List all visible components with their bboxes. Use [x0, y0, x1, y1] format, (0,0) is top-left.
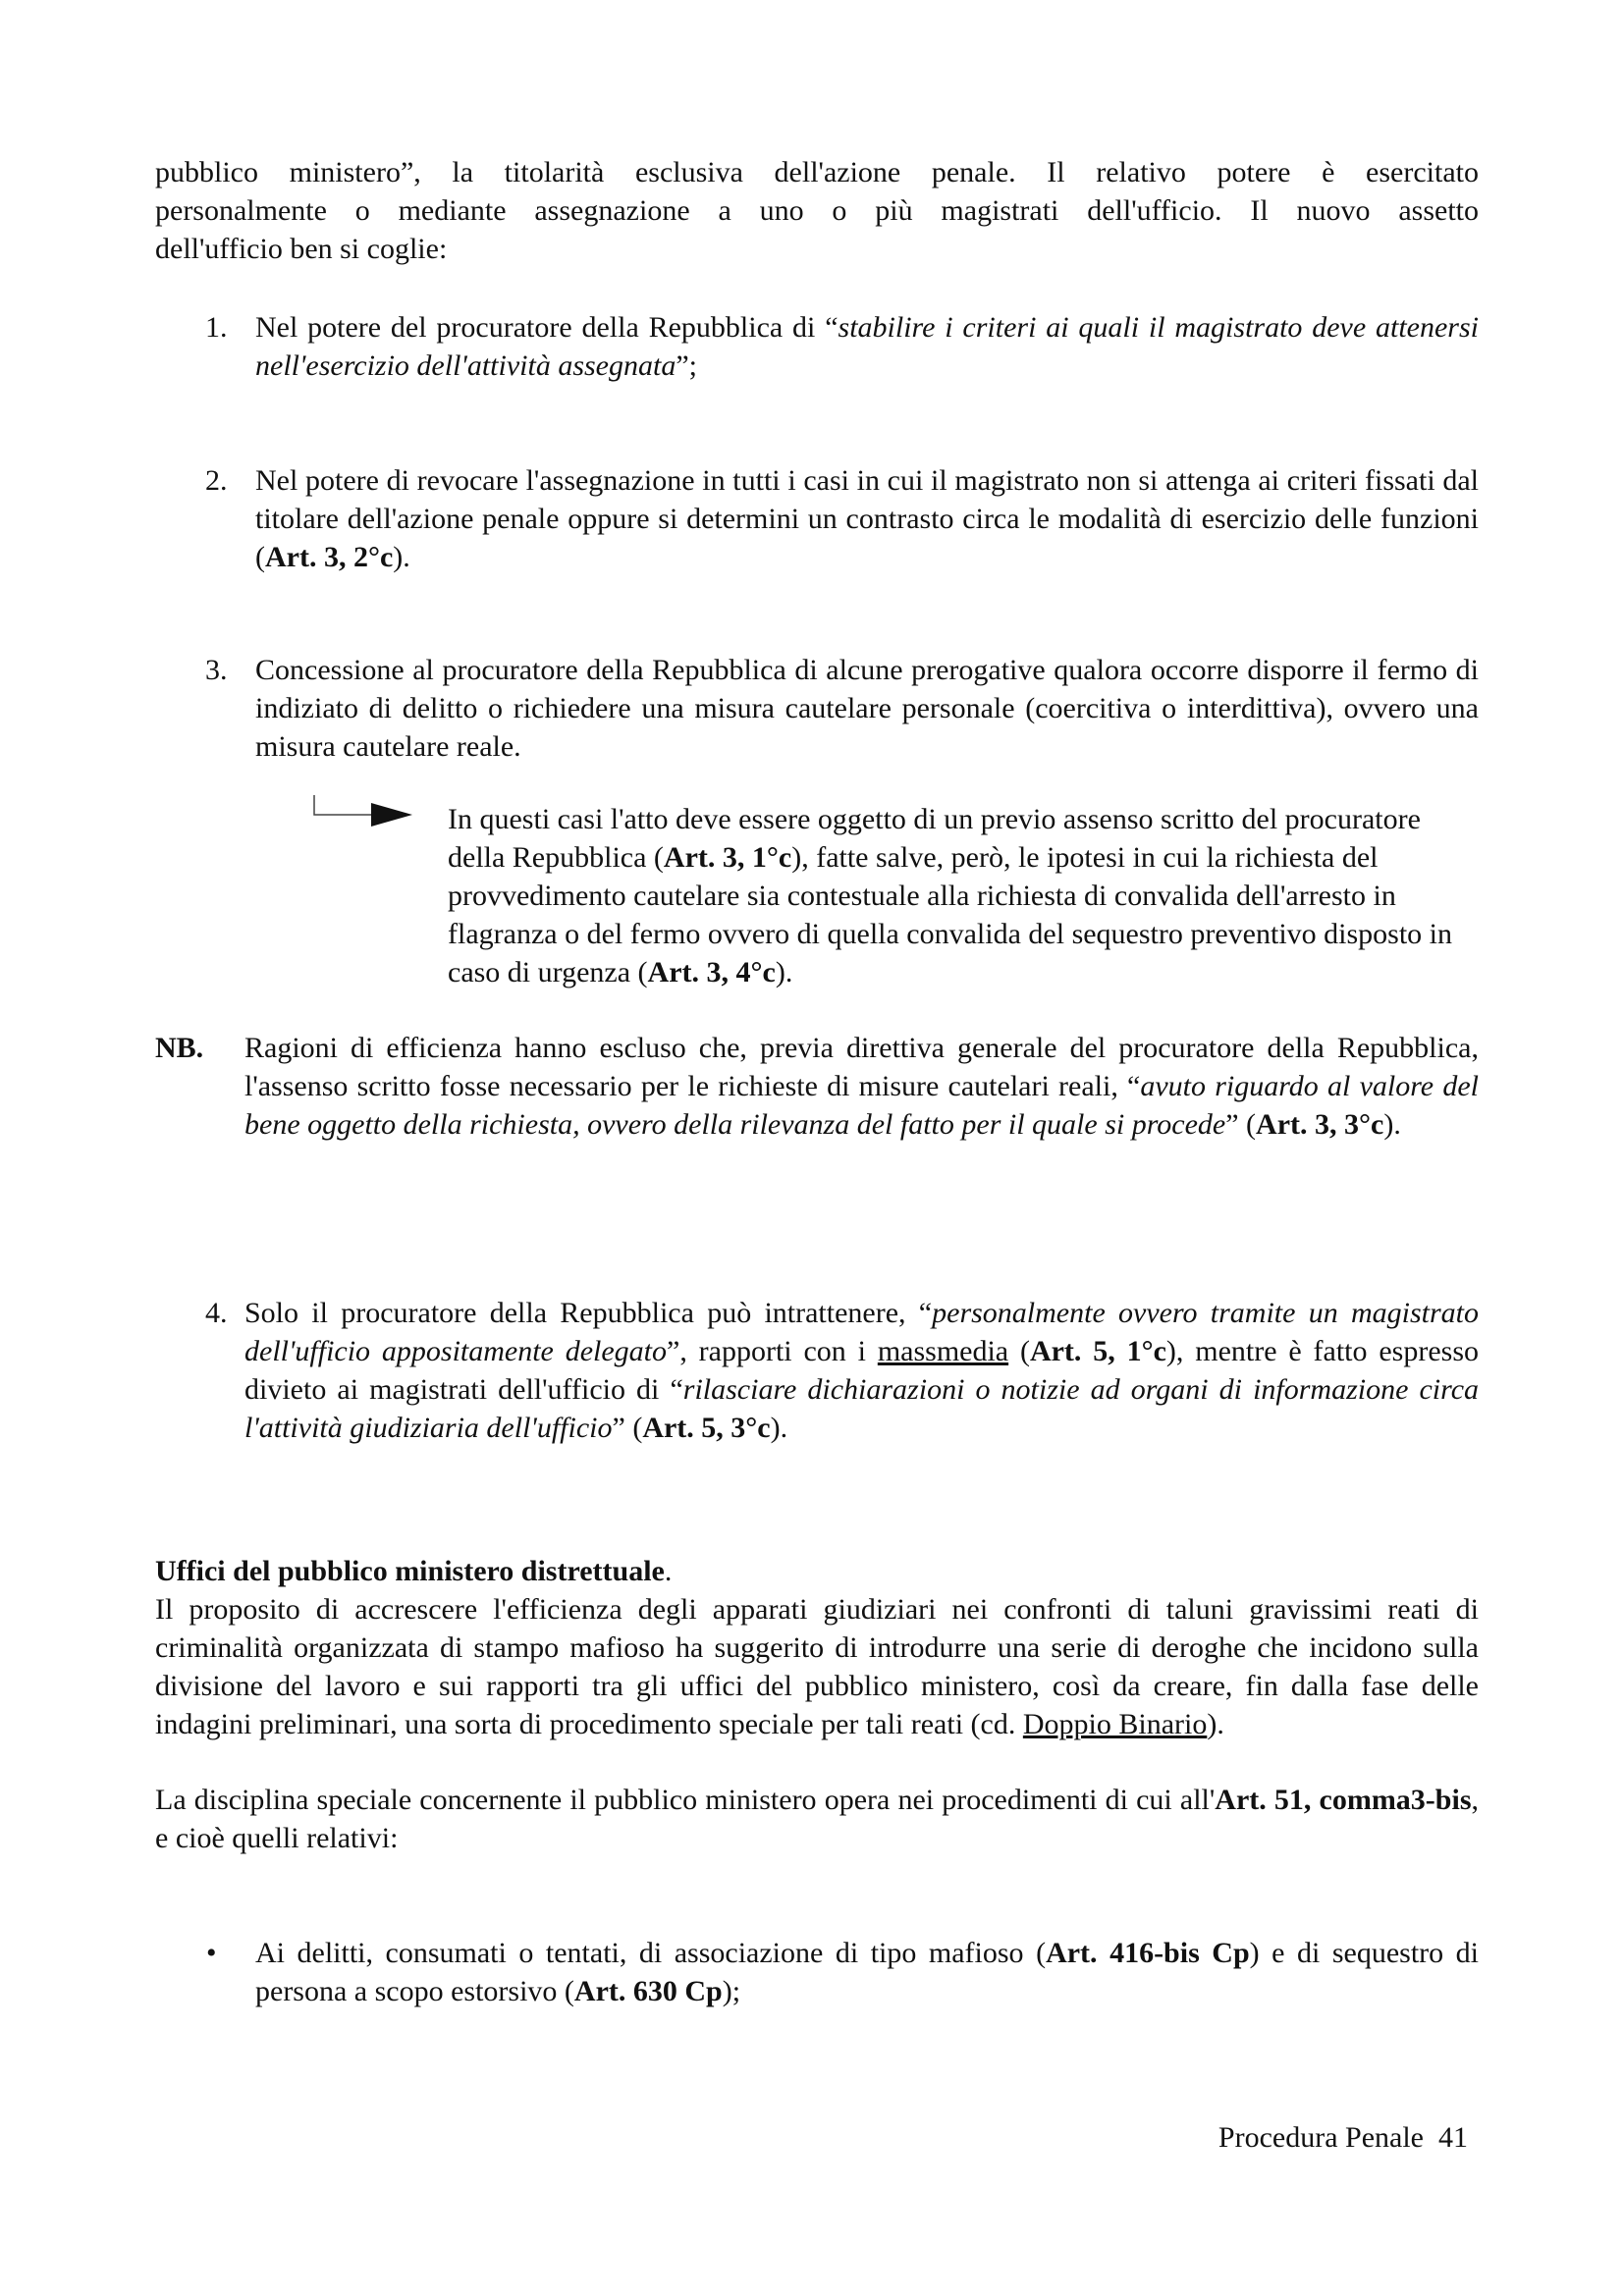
section-paragraph-1-body: Il proposito di accrescere l'efficienza degli apparati giudiziari nei confronti di taluni gravissimi reati di criminalità organizzata di stampo mafioso ha suggerito di introdurre una serie di deroghe che incidono sulla divisione del lavoro e sui rapporti tra gli uffici del pubblico ministero, così da creare, fin dalla fase delle indagini preliminari, una sorta di procedimento speciale per tali reati (cd. — [155, 1593, 1479, 1740]
arrow-icon — [310, 791, 418, 830]
item-2-number: 2. — [205, 464, 228, 497]
section-heading-tail: . — [664, 1555, 673, 1587]
item-1-text — [255, 308, 1479, 385]
bullet-body-2: ) e di sequestro di persona a scopo estorsivo ( — [255, 1937, 1480, 2007]
item-4-quote-1: personalmente ovvero tramite un magistrato dell'ufficio appositamente delegato — [244, 1297, 1480, 1367]
page-number: 41 — [1438, 2121, 1468, 2154]
bullet-body-1: Ai delitti, consumati o tentati, di associazione di tipo mafioso ( — [255, 1937, 1047, 1969]
item-2-ref: Art. 3, 2°c — [265, 541, 394, 573]
item-3-number: 3. — [205, 654, 228, 686]
section-paragraph-2-ref: Art. 51, comma3-bis — [1215, 1784, 1472, 1816]
section-block — [155, 1552, 1479, 1857]
footer-label: Procedura Penale — [1217, 2121, 1424, 2154]
arrow-note-text — [448, 800, 1481, 991]
item-4-mid-1: ”, rapporti con i — [667, 1335, 878, 1367]
arrow-note-ref-2: Art. 3, 4°c — [647, 956, 776, 988]
section-paragraph-1 — [155, 1590, 1479, 1743]
massmedia-link[interactable]: massmedia — [877, 1335, 1009, 1367]
item-1-quote: stabilire i criteri ai quali il magistrato deve attenersi nell'esercizio dell'attività assegnata — [255, 311, 1479, 382]
item-4-ref-1: Art. 5, 1°c — [1029, 1335, 1166, 1367]
intro-line-1: pubblico ministero”, la titolarità esclusiva dell'azione penale. Il relativo potere è esercitato — [155, 156, 1479, 188]
bullet-text — [255, 1934, 1479, 2010]
nb-body-2: ” ( — [1225, 1108, 1257, 1141]
nb-text — [244, 1029, 1479, 1144]
item-4-ref-2: Art. 5, 3°c — [642, 1412, 771, 1444]
section-paragraph-2 — [155, 1781, 1479, 1857]
arrow-note-body-2: ), fatte salve, però, le ipotesi in cui la richiesta del provvedimento cautelare sia contestuale alla richiesta di convalida dell'arresto in flagranza o del fermo ovvero di quella convalida del sequestro preventivo disposto in caso di urgenza ( — [448, 841, 1453, 988]
section-heading — [155, 1552, 1479, 1590]
nb-quote: avuto riguardo al valore del bene oggetto della richiesta, ovvero della rilevanza del fatto per il quale si procede — [244, 1070, 1479, 1141]
doppio-binario-link[interactable]: Doppio Binario — [1022, 1708, 1208, 1740]
section-paragraph-2-tail: , e cioè quelli relativi: — [155, 1784, 1479, 1854]
item-4-tail: ). — [770, 1412, 788, 1444]
item-4-number: 4. — [205, 1297, 228, 1329]
page-footer — [1218, 2118, 1468, 2157]
item-4-text — [244, 1294, 1479, 1447]
arrow-note-ref-1: Art. 3, 1°c — [663, 841, 792, 874]
bullet-ref-1: Art. 416-bis Cp — [1046, 1937, 1250, 1969]
arrow-note-tail: ). — [775, 956, 793, 988]
section-paragraph-2-body: La disciplina speciale concernente il pubblico ministero opera nei procedimenti di cui all' — [155, 1784, 1216, 1816]
bullet-ref-2: Art. 630 Cp — [573, 1975, 723, 2007]
item-2-text — [255, 461, 1479, 576]
nb-label-text: NB. — [155, 1032, 204, 1064]
intro-line-3: dell'ufficio ben si coglie: — [155, 233, 448, 265]
item-2-tail: ). — [393, 541, 410, 573]
bullet-tail: ); — [722, 1975, 741, 2007]
section-paragraph-1-tail: ). — [1207, 1708, 1224, 1740]
arrow-note-body-1: In questi casi l'atto deve essere oggetto di un previo assenso scritto del procuratore della Repubblica ( — [448, 803, 1421, 874]
item-1-number: 1. — [205, 311, 228, 344]
item-4-mid-4: ” ( — [612, 1412, 643, 1444]
item-4-mid-3: ), mentre è fatto espresso divieto ai magistrati dell'ufficio di “ — [244, 1335, 1479, 1406]
nb-label — [155, 1029, 203, 1067]
bullet-marker: • — [206, 1937, 217, 1969]
item-2-body: Nel potere di revocare l'assegnazione in tutti i casi in cui il magistrato non si attenga ai criteri fissati dal titolare dell'azione penale oppure si determini un contrasto circa le modalità di esercizio delle funzioni ( — [255, 464, 1479, 573]
intro-line-2: personalmente o mediante assegnazione a uno o più magistrati dell'ufficio. Il nuovo assetto — [155, 194, 1479, 227]
item-1-lead: Nel potere del procuratore della Repubblica di “ — [255, 311, 839, 344]
intro-paragraph — [155, 153, 1479, 268]
nb-body: Ragioni di efficienza hanno escluso che, previa direttiva generale del procuratore della Repubblica, l'assenso scritto fosse necessario per le richieste di misure cautelari reali, “ — [244, 1032, 1479, 1102]
section-heading-text: Uffici del pubblico ministero distrettuale — [155, 1555, 665, 1587]
item-1-tail: ”; — [676, 349, 697, 382]
item-4-quote-2: rilasciare dichiarazioni o notizie ad organi di informazione circa l'attività giudiziaria dell'ufficio — [244, 1373, 1480, 1444]
nb-ref: Art. 3, 3°c — [1256, 1108, 1384, 1141]
item-4-mid-2: ( — [1008, 1335, 1030, 1367]
item-3-text: Concessione al procuratore della Repubblica di alcune prerogative qualora occorre disporre il fermo di indiziato di delitto o richiedere una misura cautelare personale (coercitiva o interdittiva), ovvero una misura cautelare reale. — [255, 654, 1479, 763]
nb-tail: ). — [1383, 1108, 1401, 1141]
item-4-lead: Solo il procuratore della Repubblica può intrattenere, “ — [244, 1297, 933, 1329]
